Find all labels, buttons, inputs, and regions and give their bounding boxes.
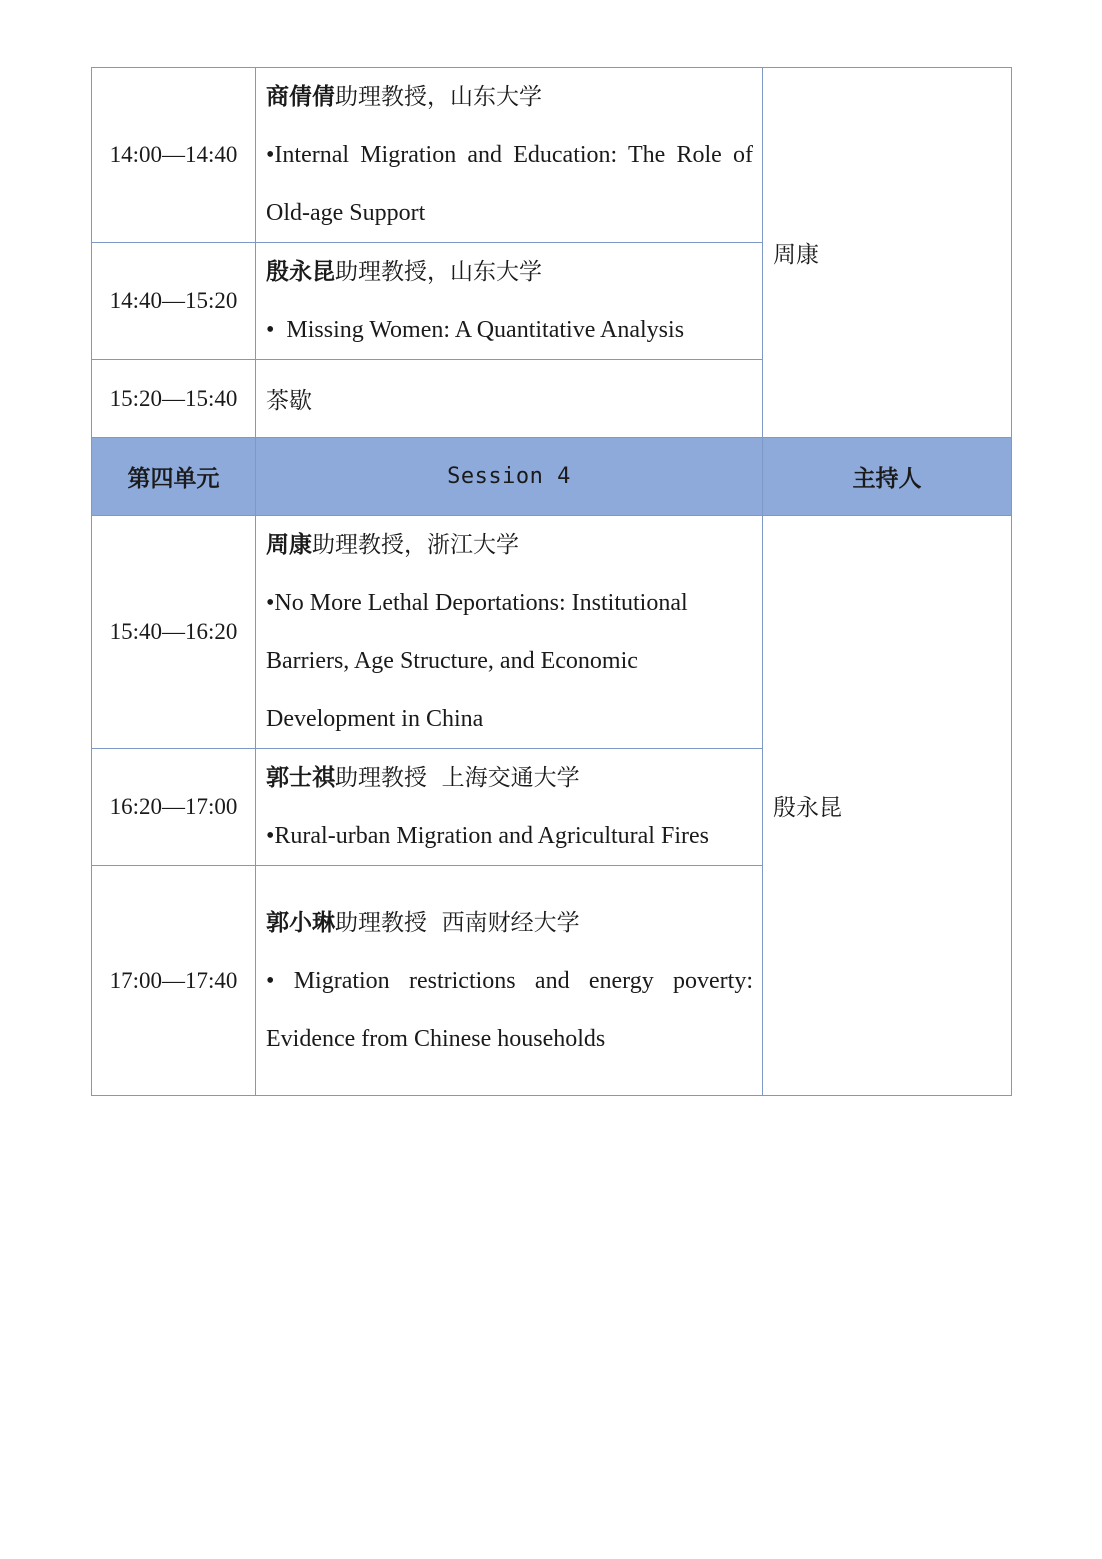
speaker-affiliation: 助理教授 上海交通大学	[335, 765, 580, 791]
talk-cell	[256, 866, 763, 1096]
host-heading: 主持人	[763, 438, 1012, 516]
speaker-affiliation: 助理教授，浙江大学	[312, 532, 519, 558]
time-slot: 14:00—14:40	[92, 68, 256, 243]
session-host	[763, 68, 1012, 438]
time-slot: 16:20—17:00	[92, 749, 256, 866]
speaker-name: 周康	[266, 531, 312, 558]
talk-title: •Internal Migration and Education: The Role of Old-age Support	[266, 142, 753, 226]
host-name: 殷永昆	[773, 795, 842, 821]
speaker-line	[266, 516, 753, 574]
speaker-affiliation: 助理教授 西南财经大学	[335, 909, 580, 936]
talk-title: • Migration restrictions and energy poverty: Evidence from Chinese households	[266, 967, 753, 1052]
session-header-row	[92, 438, 1012, 516]
speaker-name: 郭士祺	[266, 764, 335, 791]
speaker-name: 商倩倩	[266, 83, 335, 110]
speaker-affiliation: 助理教授，山东大学	[335, 84, 542, 110]
speaker-name: 郭小琳	[266, 908, 335, 936]
speaker-name: 殷永昆	[266, 258, 335, 285]
session-host	[763, 516, 1012, 1096]
talk-cell	[256, 516, 763, 749]
talk-cell	[256, 243, 763, 360]
time-slot: 17:00—17:40	[92, 866, 256, 1096]
session-heading: Session 4	[256, 438, 763, 516]
talk-title: • Missing Women: A Quantitative Analysis	[266, 317, 685, 343]
host-name: 周康	[773, 242, 819, 268]
talk-cell	[256, 749, 763, 866]
speaker-affiliation: 助理教授，山东大学	[335, 259, 542, 285]
break-label: 茶歇	[256, 360, 763, 438]
time-slot: 15:20—15:40	[92, 360, 256, 438]
table-row	[92, 68, 1012, 243]
speaker-line	[266, 68, 753, 126]
table-row	[92, 516, 1012, 749]
talk-cell	[256, 68, 763, 243]
speaker-line	[266, 894, 753, 952]
talk-title: •Rural-urban Migration and Agricultural Fires	[266, 823, 709, 849]
speaker-line	[266, 749, 753, 807]
time-slot: 15:40—16:20	[92, 516, 256, 749]
time-slot: 14:40—15:20	[92, 243, 256, 360]
schedule-table	[91, 67, 1012, 1096]
unit-heading: 第四单元	[92, 438, 256, 516]
speaker-line	[266, 243, 753, 301]
talk-title: •No More Lethal Deportations: Institutional Barriers, Age Structure, and Economic Development in China	[266, 590, 688, 732]
